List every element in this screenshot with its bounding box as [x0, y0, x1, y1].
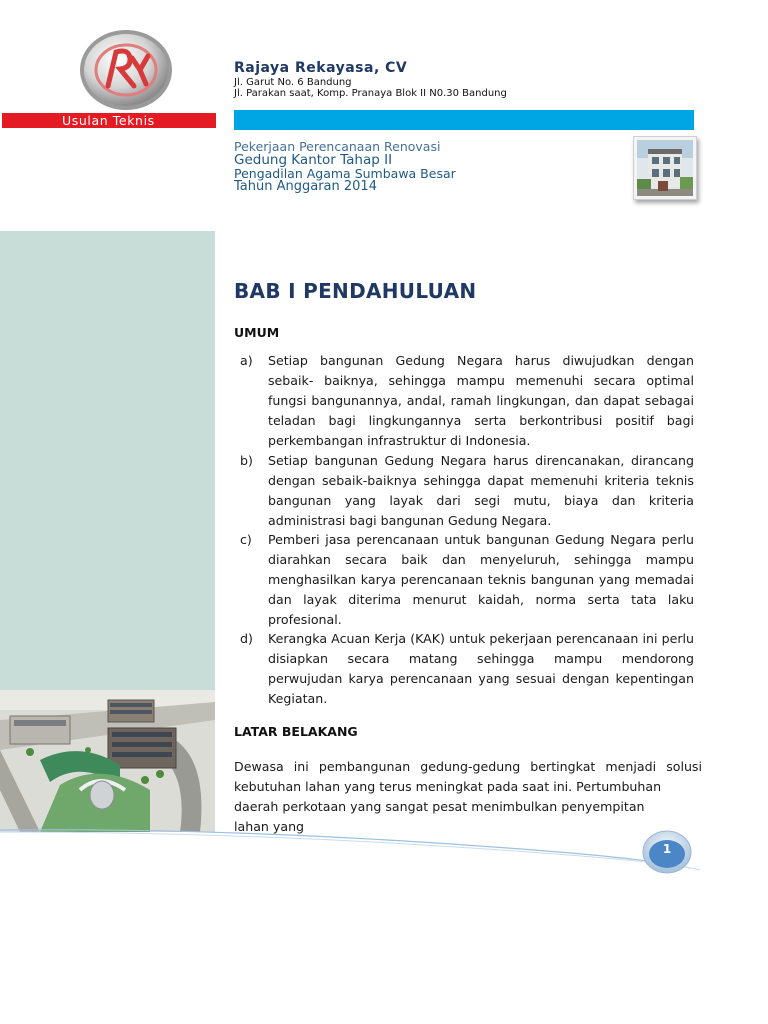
- list-marker: a): [240, 353, 253, 368]
- section-label: Usulan Teknis: [62, 113, 155, 128]
- list-item-text: Kerangka Acuan Kerja (KAK) untuk pekerjaan perencanaan ini perlu disiapkan secara matang sehingga mampu mendorong perwujudan karya perencanaan yang sesuai dengan kepentingan Kegiatan.: [268, 631, 694, 706]
- page-number: 1: [662, 842, 672, 856]
- list-marker: b): [240, 453, 253, 468]
- project-line-2: Gedung Kantor Tahap II: [234, 152, 393, 168]
- list-marker: d): [240, 631, 253, 646]
- chapter-title: BAB I PENDAHULUAN: [234, 279, 477, 303]
- section-heading-umum: UMUM: [234, 325, 280, 340]
- paragraph-line: daerah perkotaan yang sangat pesat menimbulkan penyempitan: [234, 799, 645, 814]
- list-item: [234, 351, 694, 451]
- project-line-4: Tahun Anggaran 2014: [234, 179, 377, 194]
- company-name: Rajaya Rekayasa, CV: [234, 60, 408, 76]
- list-item: [234, 530, 694, 630]
- address-line-2: Jl. Parakan saat, Komp. Pranaya Blok II N0.30 Bandung: [234, 88, 507, 99]
- list-item: [234, 629, 694, 709]
- list-item-text: Setiap bangunan Gedung Negara harus direncanakan, dirancang dengan sebaik-baiknya sehingga dapat memenuhi kriteria teknis bangunan yang layak dari segi mutu, biaya dan kriteria administrasi bagi bangunan Gedung Negara.: [268, 453, 694, 528]
- paragraph-line: kebutuhan lahan yang terus meningkat pada saat ini. Pertumbuhan: [234, 779, 662, 794]
- list-marker: c): [240, 532, 252, 547]
- project-line-3: Pengadilan Agama Sumbawa Besar: [234, 166, 456, 181]
- company-logo: [78, 28, 174, 112]
- paragraph-line: lahan yang: [234, 819, 305, 834]
- section-heading-latar-belakang: LATAR BELAKANG: [234, 724, 358, 739]
- paragraph-line: Dewasa ini pembangunan gedung-gedung bertingkat menjadi solusi: [234, 759, 702, 774]
- project-line-1: Pekerjaan Perencanaan Renovasi: [234, 139, 441, 154]
- list-item: [234, 451, 694, 531]
- building-photo: [633, 136, 697, 200]
- side-panel: [0, 231, 215, 696]
- list-item-text: Pemberi jasa perencanaan untuk bangunan Gedung Negara perlu diarahkan secara baik dan menyeluruh, sehingga mampu menghasilkan karya perencanaan teknis bangunan yang memadai dan layak diterima menurut kaidah, norma serta tata laku profesional.: [268, 532, 694, 627]
- address-line-1: Jl. Garut No. 6 Bandung: [234, 77, 352, 88]
- list-item-text: Setiap bangunan Gedung Negara harus diwujudkan dengan sebaik- baiknya, sehingga mampu memenuhi secara optimal fungsi bangunannya, andal, ramah lingkungan, dan dapat sebagai teladan bagi lingkungannya serta berkontribusi positif bagi perkembangan infrastruktur di Indonesia.: [268, 353, 694, 448]
- campus-render-illustration: [0, 690, 215, 832]
- blue-header-bar: [234, 110, 694, 130]
